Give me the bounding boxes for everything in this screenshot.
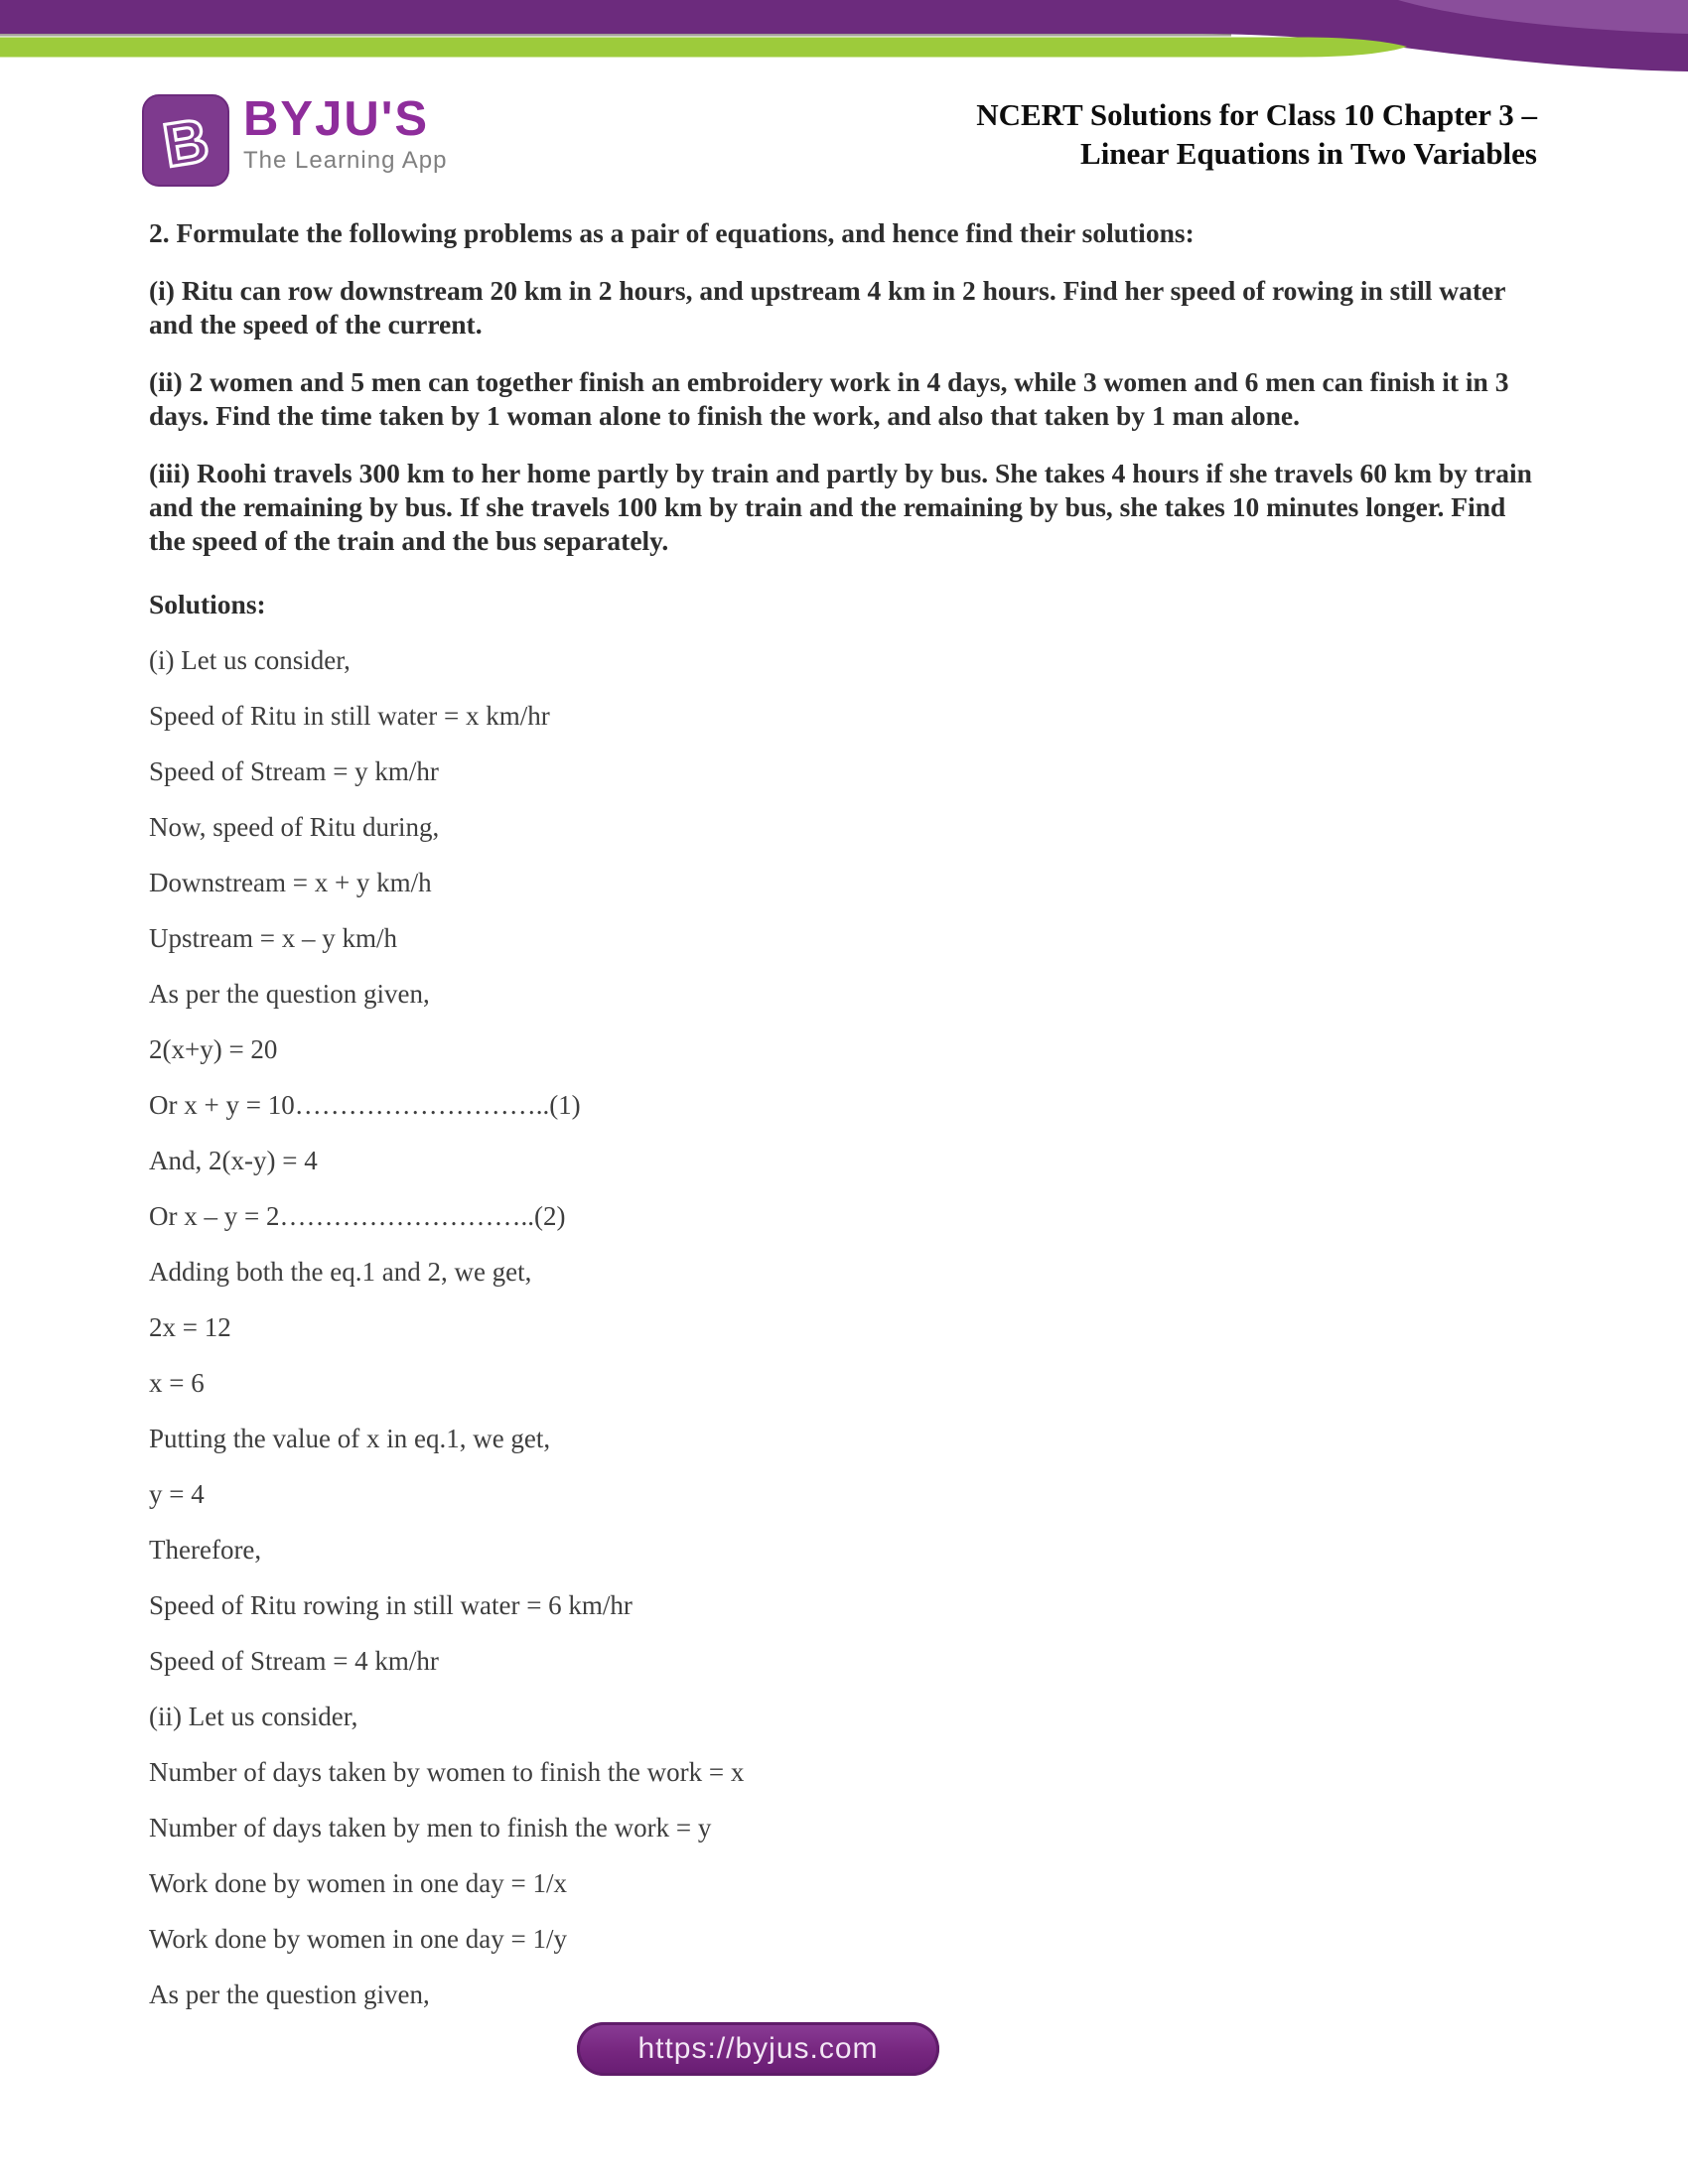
- solution-line: As per the question given,: [149, 1979, 430, 2009]
- solution-line: Downstream = x + y km/h: [149, 868, 432, 897]
- solution-line: Or x + y = 10………………………..(1): [149, 1090, 581, 1120]
- solution-line: Adding both the eq.1 and 2, we get,: [149, 1257, 532, 1287]
- solution-line: Work done by women in one day = 1/y: [149, 1924, 567, 1954]
- solution-line: Number of days taken by women to finish the work = x: [149, 1757, 745, 1787]
- solution-line: Work done by women in one day = 1/x: [149, 1868, 567, 1898]
- solution-line: x = 6: [149, 1368, 205, 1398]
- solution-line: Speed of Ritu rowing in still water = 6 km/hr: [149, 1590, 633, 1620]
- solution-line: y = 4: [149, 1479, 205, 1509]
- page-title-line2: Linear Equations in Two Variables: [1080, 136, 1537, 171]
- byjus-logo: [142, 94, 447, 187]
- solution-line: Number of days taken by men to finish the work = y: [149, 1813, 712, 1843]
- solution-line: Or x – y = 2………………………..(2): [149, 1201, 566, 1231]
- solution-line: Speed of Ritu in still water = x km/hr: [149, 701, 550, 731]
- byjus-url-text: https://byjus.com: [637, 2032, 879, 2065]
- page-title: [743, 95, 1537, 173]
- solution-line: Therefore,: [149, 1535, 262, 1565]
- solution-line: Putting the value of x in eq.1, we get,: [149, 1424, 551, 1453]
- solution-line: 2(x+y) = 20: [149, 1034, 278, 1064]
- page-title-line1: NCERT Solutions for Class 10 Chapter 3 –: [976, 97, 1537, 132]
- solutions-heading: Solutions:: [149, 589, 266, 619]
- solution-line: Upstream = x – y km/h: [149, 923, 397, 953]
- byjus-b-badge-icon: [142, 94, 229, 187]
- solution-line: And, 2(x-y) = 4: [149, 1146, 318, 1175]
- question-intro: 2. Formulate the following problems as a pair of equations, and hence find their solutions:: [149, 217, 1195, 248]
- solution-line: As per the question given,: [149, 979, 430, 1009]
- solution-line: Now, speed of Ritu during,: [149, 812, 440, 842]
- byjus-url-button[interactable]: [577, 2022, 939, 2076]
- question-part: (ii) 2 women and 5 men can together finish an embroidery work in 4 days, while 3 women and 6 men can finish it in 3 days. Find the time taken by 1 woman alone to finish the work, and also that taken by 1 man alone.: [149, 366, 1509, 431]
- byjus-tagline-text: The Learning App: [243, 147, 448, 174]
- solution-line: Speed of Stream = 4 km/hr: [149, 1646, 439, 1676]
- question-part: (iii) Roohi travels 300 km to her home partly by train and partly by bus. She takes 4 hours if she travels 60 km by train and the remaining by bus. If she travels 100 km by train and the remaining by bus, she takes 10 minutes longer. Find the speed of the train and the bus separately.: [149, 458, 1532, 556]
- byjus-brand-text: BYJU'S: [243, 92, 430, 146]
- solution-line: 2x = 12: [149, 1312, 231, 1342]
- solution-line: (i) Let us consider,: [149, 645, 351, 675]
- solution-line: (ii) Let us consider,: [149, 1702, 358, 1731]
- question-part: (i) Ritu can row downstream 20 km in 2 hours, and upstream 4 km in 2 hours. Find her speed of rowing in still water and the speed of the current.: [149, 275, 1505, 340]
- solution-lines: [149, 643, 1537, 2011]
- question-parts: [149, 274, 1537, 558]
- document-body: [149, 216, 1537, 2033]
- svg-text:B: B: [158, 105, 213, 182]
- solution-line: Speed of Stream = y km/hr: [149, 756, 439, 786]
